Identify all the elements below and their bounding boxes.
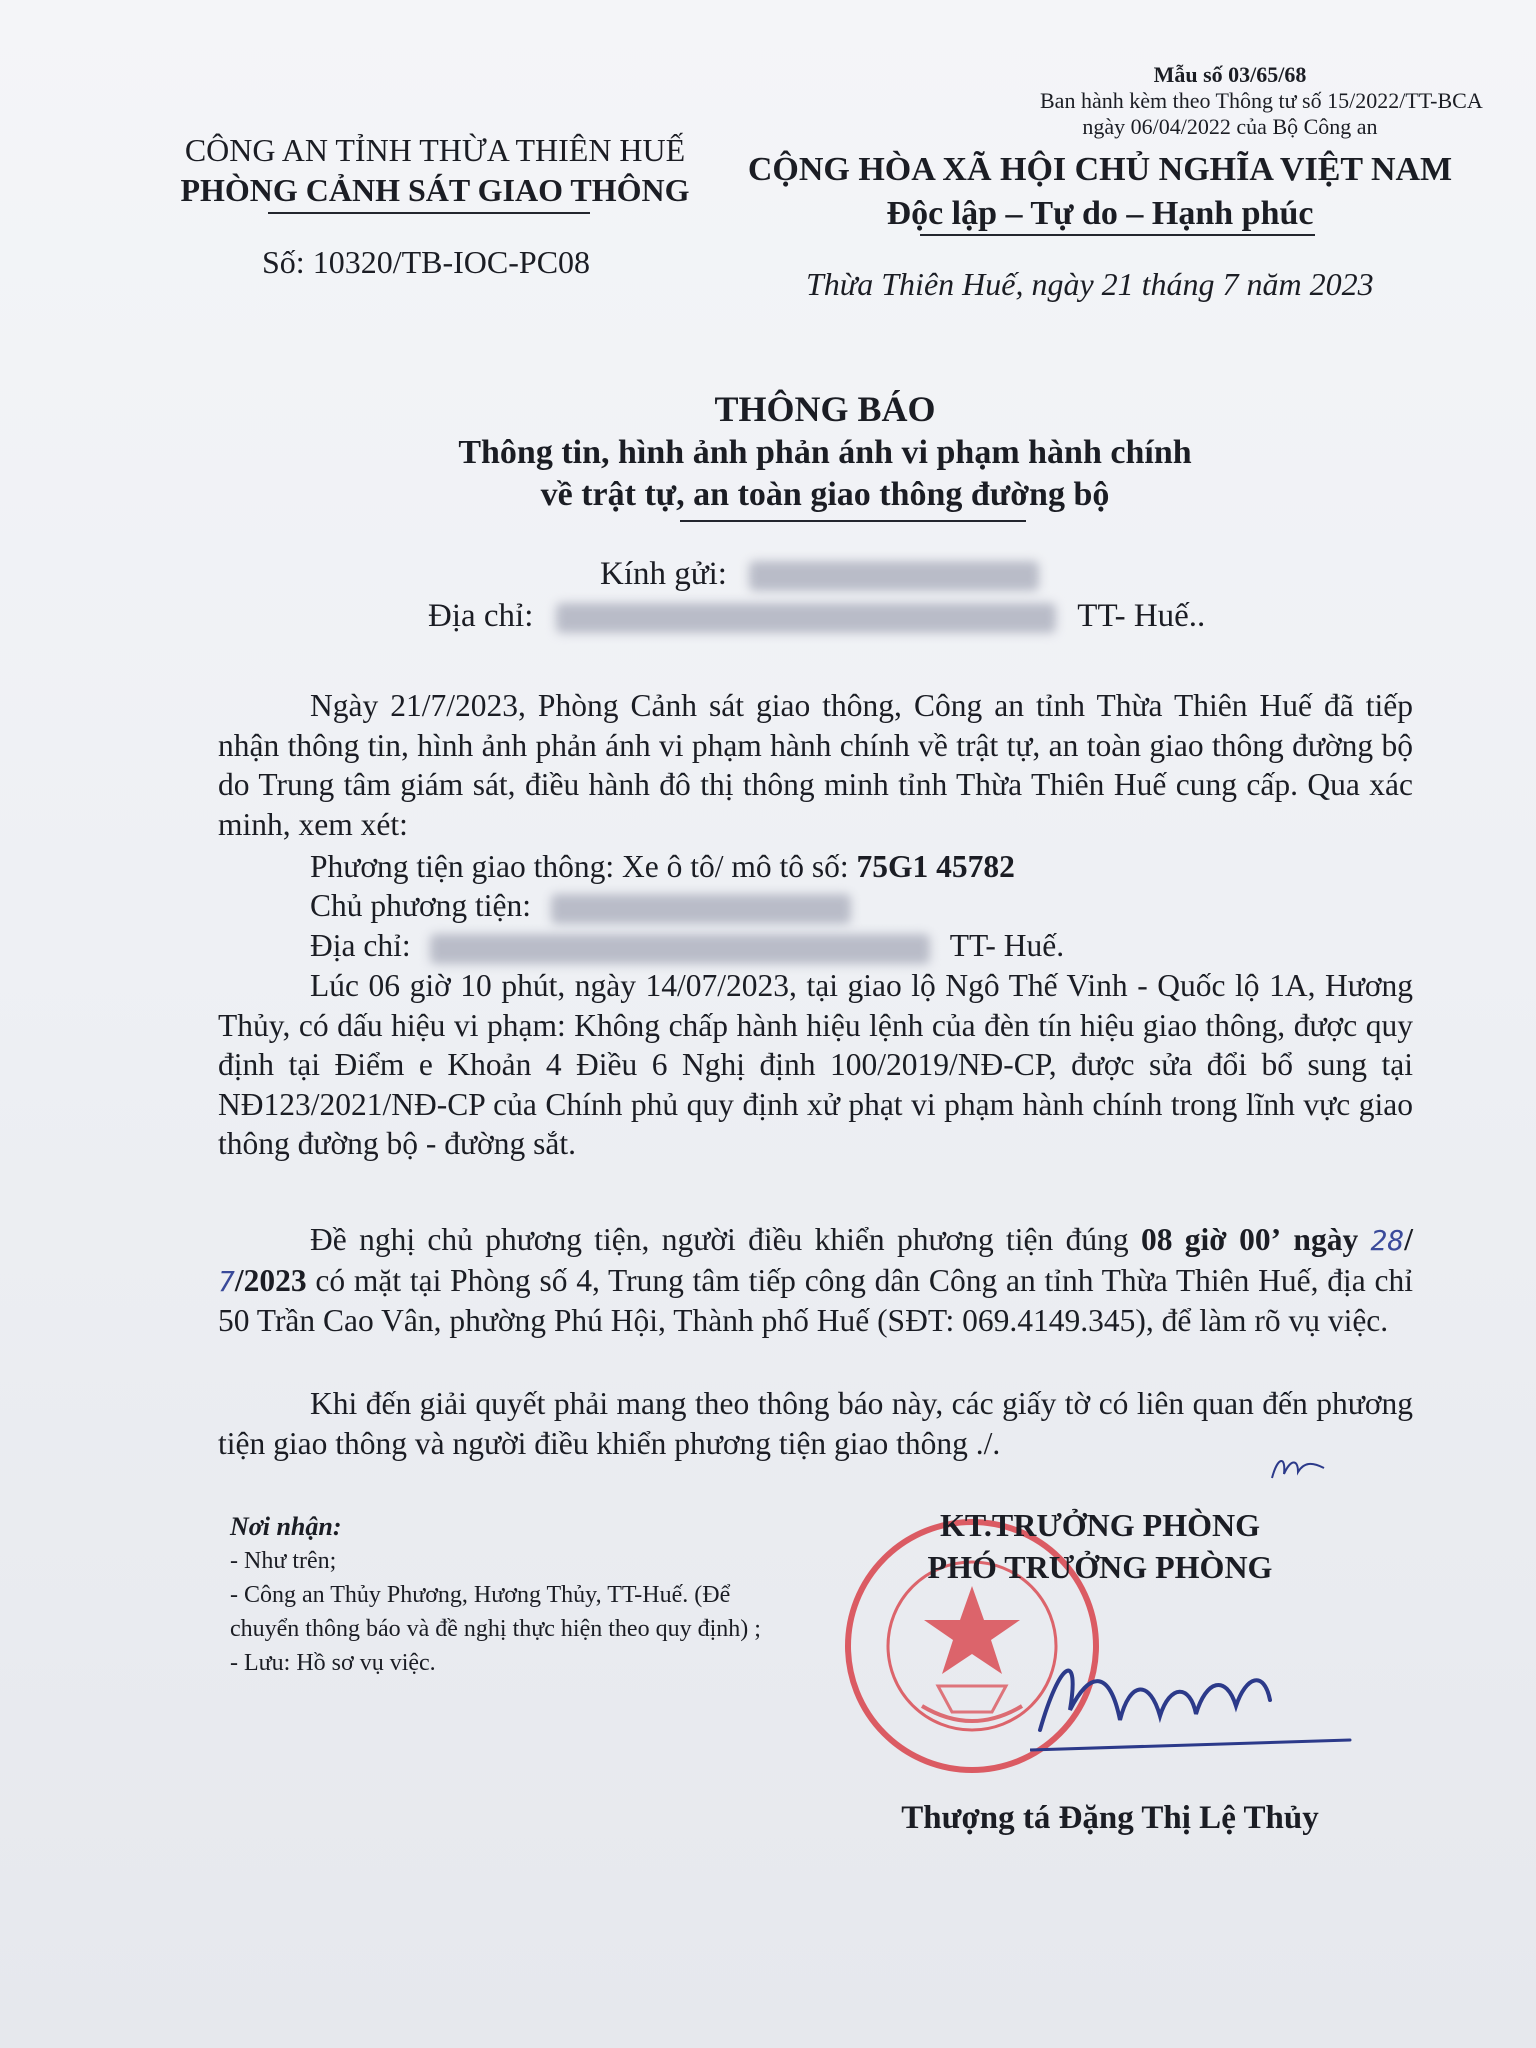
issuer-underline xyxy=(268,212,590,214)
owner-address-line xyxy=(310,926,1064,965)
paragraph-violation xyxy=(218,966,1413,1164)
vehicle-plate: 75G1 45782 xyxy=(856,849,1015,884)
document-number: Số: 10320/TB-IOC-PC08 xyxy=(262,244,591,280)
title-main: THÔNG BÁO xyxy=(714,389,936,429)
redacted-owner-address xyxy=(430,934,930,964)
summons-intro: Đề nghị chủ phương tiện, người điều khiển phương tiện đúng xyxy=(310,1222,1129,1257)
national-header xyxy=(740,148,1460,236)
recipients-item-2: - Công an Thủy Phương, Hương Thủy, TT-Huế. (Để chuyển thông báo và đề nghị thực hiện theo quy định) ; xyxy=(230,1582,761,1642)
summons-day-label: ngày xyxy=(1293,1222,1359,1257)
paragraph-summons-text xyxy=(218,1220,1413,1341)
paragraph-summons xyxy=(218,1220,1413,1341)
summons-slash: / xyxy=(1404,1222,1414,1257)
country-name: CỘNG HÒA XÃ HỘI CHỦ NGHĨA VIỆT NAM xyxy=(747,151,1453,188)
recipient-address-line xyxy=(428,598,1205,635)
redacted-recipient-address xyxy=(556,603,1056,633)
recipients-label: Nơi nhận: xyxy=(230,1512,342,1541)
signature-title-line-1: KT.TRƯỞNG PHÒNG xyxy=(940,1507,1260,1543)
owner-line xyxy=(310,886,851,925)
title-underline xyxy=(680,520,1026,522)
paragraph-requirements-text: Khi đến giải quyết phải mang theo thông báo này, các giấy tờ có liên quan đến phương tiện giao thông và người điều khiển phương tiện giao thông ./. xyxy=(218,1386,1413,1461)
paragraph-intake xyxy=(218,686,1413,844)
signature-title-line-2: PHÓ TRƯỞNG PHÒNG xyxy=(927,1549,1273,1585)
form-circular: Ban hành kèm theo Thông tư số 15/2022/TT-BCA xyxy=(1040,88,1483,113)
paragraph-intake-text: Ngày 21/7/2023, Phòng Cảnh sát giao thông, Công an tỉnh Thừa Thiên Huế đã tiếp nhận thông tin, hình ảnh phản ánh vi phạm hành chính về trật tự, an toàn giao thông đường bộ do Trung tâm giám sát, điều hành đô thị thông minh tỉnh Thừa Thiên Huế cung cấp. Qua xác minh, xem xét: xyxy=(218,688,1413,842)
issuer-department: PHÒNG CẢNH SÁT GIAO THÔNG xyxy=(180,172,690,208)
handwritten-signature xyxy=(1030,1640,1360,1760)
notice-title xyxy=(300,386,1350,516)
form-circular-date: ngày 06/04/2022 của Bộ Công an xyxy=(1082,114,1378,139)
paragraph-violation-text: Lúc 06 giờ 10 phút, ngày 14/07/2023, tại giao lộ Ngô Thế Vinh - Quốc lộ 1A, Hương Thủy, có dấu hiệu vi phạm: Không chấp hành hiệu lệnh của đèn tín hiệu giao thông, được quy định tại Điểm e Khoản 4 Điều 6 Nghị định 100/2019/NĐ-CP, được sửa đổi bổ sung tại NĐ123/2021/NĐ-CP của Chính phủ quy định xử phạt vi phạm hành chính trong lĩnh vực giao thông đường bộ - đường sắt. xyxy=(218,968,1413,1161)
place-date: Thừa Thiên Huế, ngày 21 tháng 7 năm 2023 xyxy=(806,266,1374,302)
recipients-item-3: - Lưu: Hồ sơ vụ việc. xyxy=(230,1650,436,1676)
initials-mark xyxy=(1268,1448,1328,1488)
title-sub-1: Thông tin, hình ảnh phản ánh vi phạm hành chính xyxy=(458,434,1192,471)
recipients-item-1: - Như trên; xyxy=(230,1548,337,1574)
national-motto: Độc lập – Tự do – Hạnh phúc xyxy=(886,195,1314,232)
summons-day-handwritten: 28 xyxy=(1370,1224,1405,1257)
redacted-owner-name xyxy=(551,894,851,924)
owner-address-label: Địa chỉ: xyxy=(310,928,411,963)
title-sub-2: về trật tự, an toàn giao thông đường bộ xyxy=(540,476,1110,513)
issuer-header xyxy=(150,130,720,210)
signature-title xyxy=(860,1504,1340,1588)
summons-year: /2023 xyxy=(234,1262,307,1298)
recipient-address-suffix: TT- Huế.. xyxy=(1077,598,1206,634)
issuer-agency: CÔNG AN TỈNH THỪA THIÊN HUẾ xyxy=(184,132,686,168)
signer-name: Thượng tá Đặng Thị Lệ Thủy xyxy=(901,1800,1319,1836)
recipient-label: Kính gửi: xyxy=(600,556,727,592)
form-reference xyxy=(1040,62,1483,140)
form-number: Mẫu số 03/65/68 xyxy=(1153,62,1307,87)
owner-address-suffix: TT- Huế. xyxy=(949,928,1065,963)
summons-location: có mặt tại Phòng số 4, Trung tâm tiếp công dân Công an tỉnh Thừa Thiên Huế, địa chỉ 50 Trần Cao Vân, phường Phú Hội, Thành phố Huế (SĐT: 069.4149.345), để làm rõ vụ việc. xyxy=(218,1262,1414,1338)
motto-underline xyxy=(920,234,1315,236)
redacted-recipient-name xyxy=(749,561,1039,591)
summons-month-handwritten: 7 xyxy=(218,1264,235,1298)
vehicle-line xyxy=(310,847,1015,886)
summons-time: 08 giờ 00’ xyxy=(1140,1222,1282,1257)
recipient-line xyxy=(600,556,1039,593)
vehicle-label: Phương tiện giao thông: Xe ô tô/ mô tô số: xyxy=(310,849,849,884)
recipient-address-label: Địa chỉ: xyxy=(428,598,534,634)
recipients-list xyxy=(230,1510,790,1680)
owner-label: Chủ phương tiện: xyxy=(310,888,531,923)
paragraph-requirements xyxy=(218,1384,1413,1463)
